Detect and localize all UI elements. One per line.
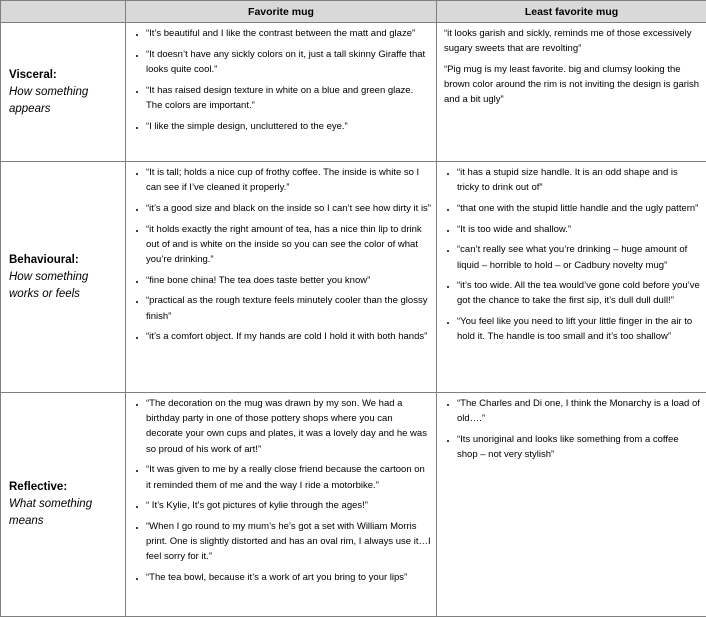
row-behavioural [1,162,706,393]
quote: • “that one with the stupid little handle and the ugly pattern” [457,201,701,216]
least-favorite-cell [437,393,706,617]
least-favorite-cell [437,162,706,393]
quote: • “The decoration on the mug was drawn by my son. We had a birthday party in one of those pottery shops where you can decorate your own cups and plates, it was a lovely day and he was so proud of his work of art!” [146,396,431,457]
quote: • “it’s too wide. All the tea would’ve gone cold before you’ve got the chance to take the first sip, it’s dull dull dull!” [457,278,701,308]
quote-list [133,26,431,134]
quote: • “It was given to me by a really close friend because the cartoon on it reminded them of me and the way I ride a motorbike.” [146,462,431,492]
quote: • “When I go round to my mum’s he’s got a set with William Morris print. One is slightly distorted and has an oval rim, I always use it…I feel sorry for it.” [146,519,431,565]
quote: • “It is tall; holds a nice cup of frothy coffee. The inside is white so I can see if I’ve cleaned it properly.” [146,165,431,195]
row-visceral [1,23,706,162]
quote: • “It has raised design texture in white on a blue and green glaze. The colors are important.” [146,83,431,113]
header-corner [1,1,126,23]
quote: • “The tea bowl, because it’s a work of art you bring to your lips” [146,570,431,585]
dimension-name: Reflective: [9,481,68,493]
quote: • “You feel like you need to lift your little finger in the air to hold it. The handle is too small and it’s too shallow” [457,314,701,344]
favorite-cell [126,23,437,162]
quote: • “it holds exactly the right amount of tea, has a nice thin lip to drink out of and is white on the inside so you can see the color of what you’re drinking.” [146,222,431,268]
quote: • “can’t really see what you’re drinking – huge amount of liquid – horrible to hold – or Cadbury novelty mug” [457,242,701,272]
quote: • “I like the simple design, uncluttered to the eye.” [146,119,431,134]
quote: • “it has a stupid size handle. It is an odd shape and is tricky to drink out of” [457,165,701,195]
quote: • “it’s a comfort object. If my hands are cold I hold it with both hands” [146,329,431,344]
quote-list [133,165,431,345]
quote: • “Its unoriginal and looks like something from a coffee shop – not very stylish” [457,432,701,462]
dimension-description: How something appears [9,85,89,115]
quote: • “fine bone china! The tea does taste better you know” [146,273,431,288]
header-favorite: Favorite mug [126,1,437,23]
quote: • “practical as the rough texture feels minutely cooler than the glossy finish” [146,293,431,323]
dimension-cell [1,162,126,393]
row-reflective [1,393,706,617]
quote: • “it’s a good size and black on the inside so I can’t see how dirty it is” [146,201,431,216]
dimension-name: Visceral: [9,68,57,81]
quote-list [444,396,701,462]
favorite-cell [126,393,437,617]
least-favorite-cell [437,23,706,162]
quote: • “The Charles and Di one, I think the Monarchy is a load of old….” [457,396,701,426]
favorite-cell [126,162,437,393]
quote: • “It is too wide and shallow.” [457,222,701,237]
dimension-description: How something works or feels [9,270,89,300]
dimension-name: Behavioural: [9,253,79,266]
dimension-cell [1,23,126,162]
quote-list [133,396,431,585]
dimension-cell [1,393,126,617]
quote: “it looks garish and sickly, reminds me of those excessively sugary sweets that are revolting” [444,28,692,55]
quote: • “It doesn’t have any sickly colors on it, just a tall skinny Giraffe that looks quite cool.” [146,47,431,77]
dimension-description: What something means [9,498,93,527]
quote: • “ It’s Kylie, It’s got pictures of kylie through the ages!” [146,498,431,513]
quote: • “It’s beautiful and I like the contrast between the matt and glaze” [146,26,431,41]
quote: “Pig mug is my least favorite. big and clumsy looking the brown color around the rim is not inviting the design is garish and a bit ugly” [444,63,700,106]
quote-list [444,165,701,345]
header-row [1,1,706,23]
header-least-favorite: Least favorite mug [437,1,706,23]
